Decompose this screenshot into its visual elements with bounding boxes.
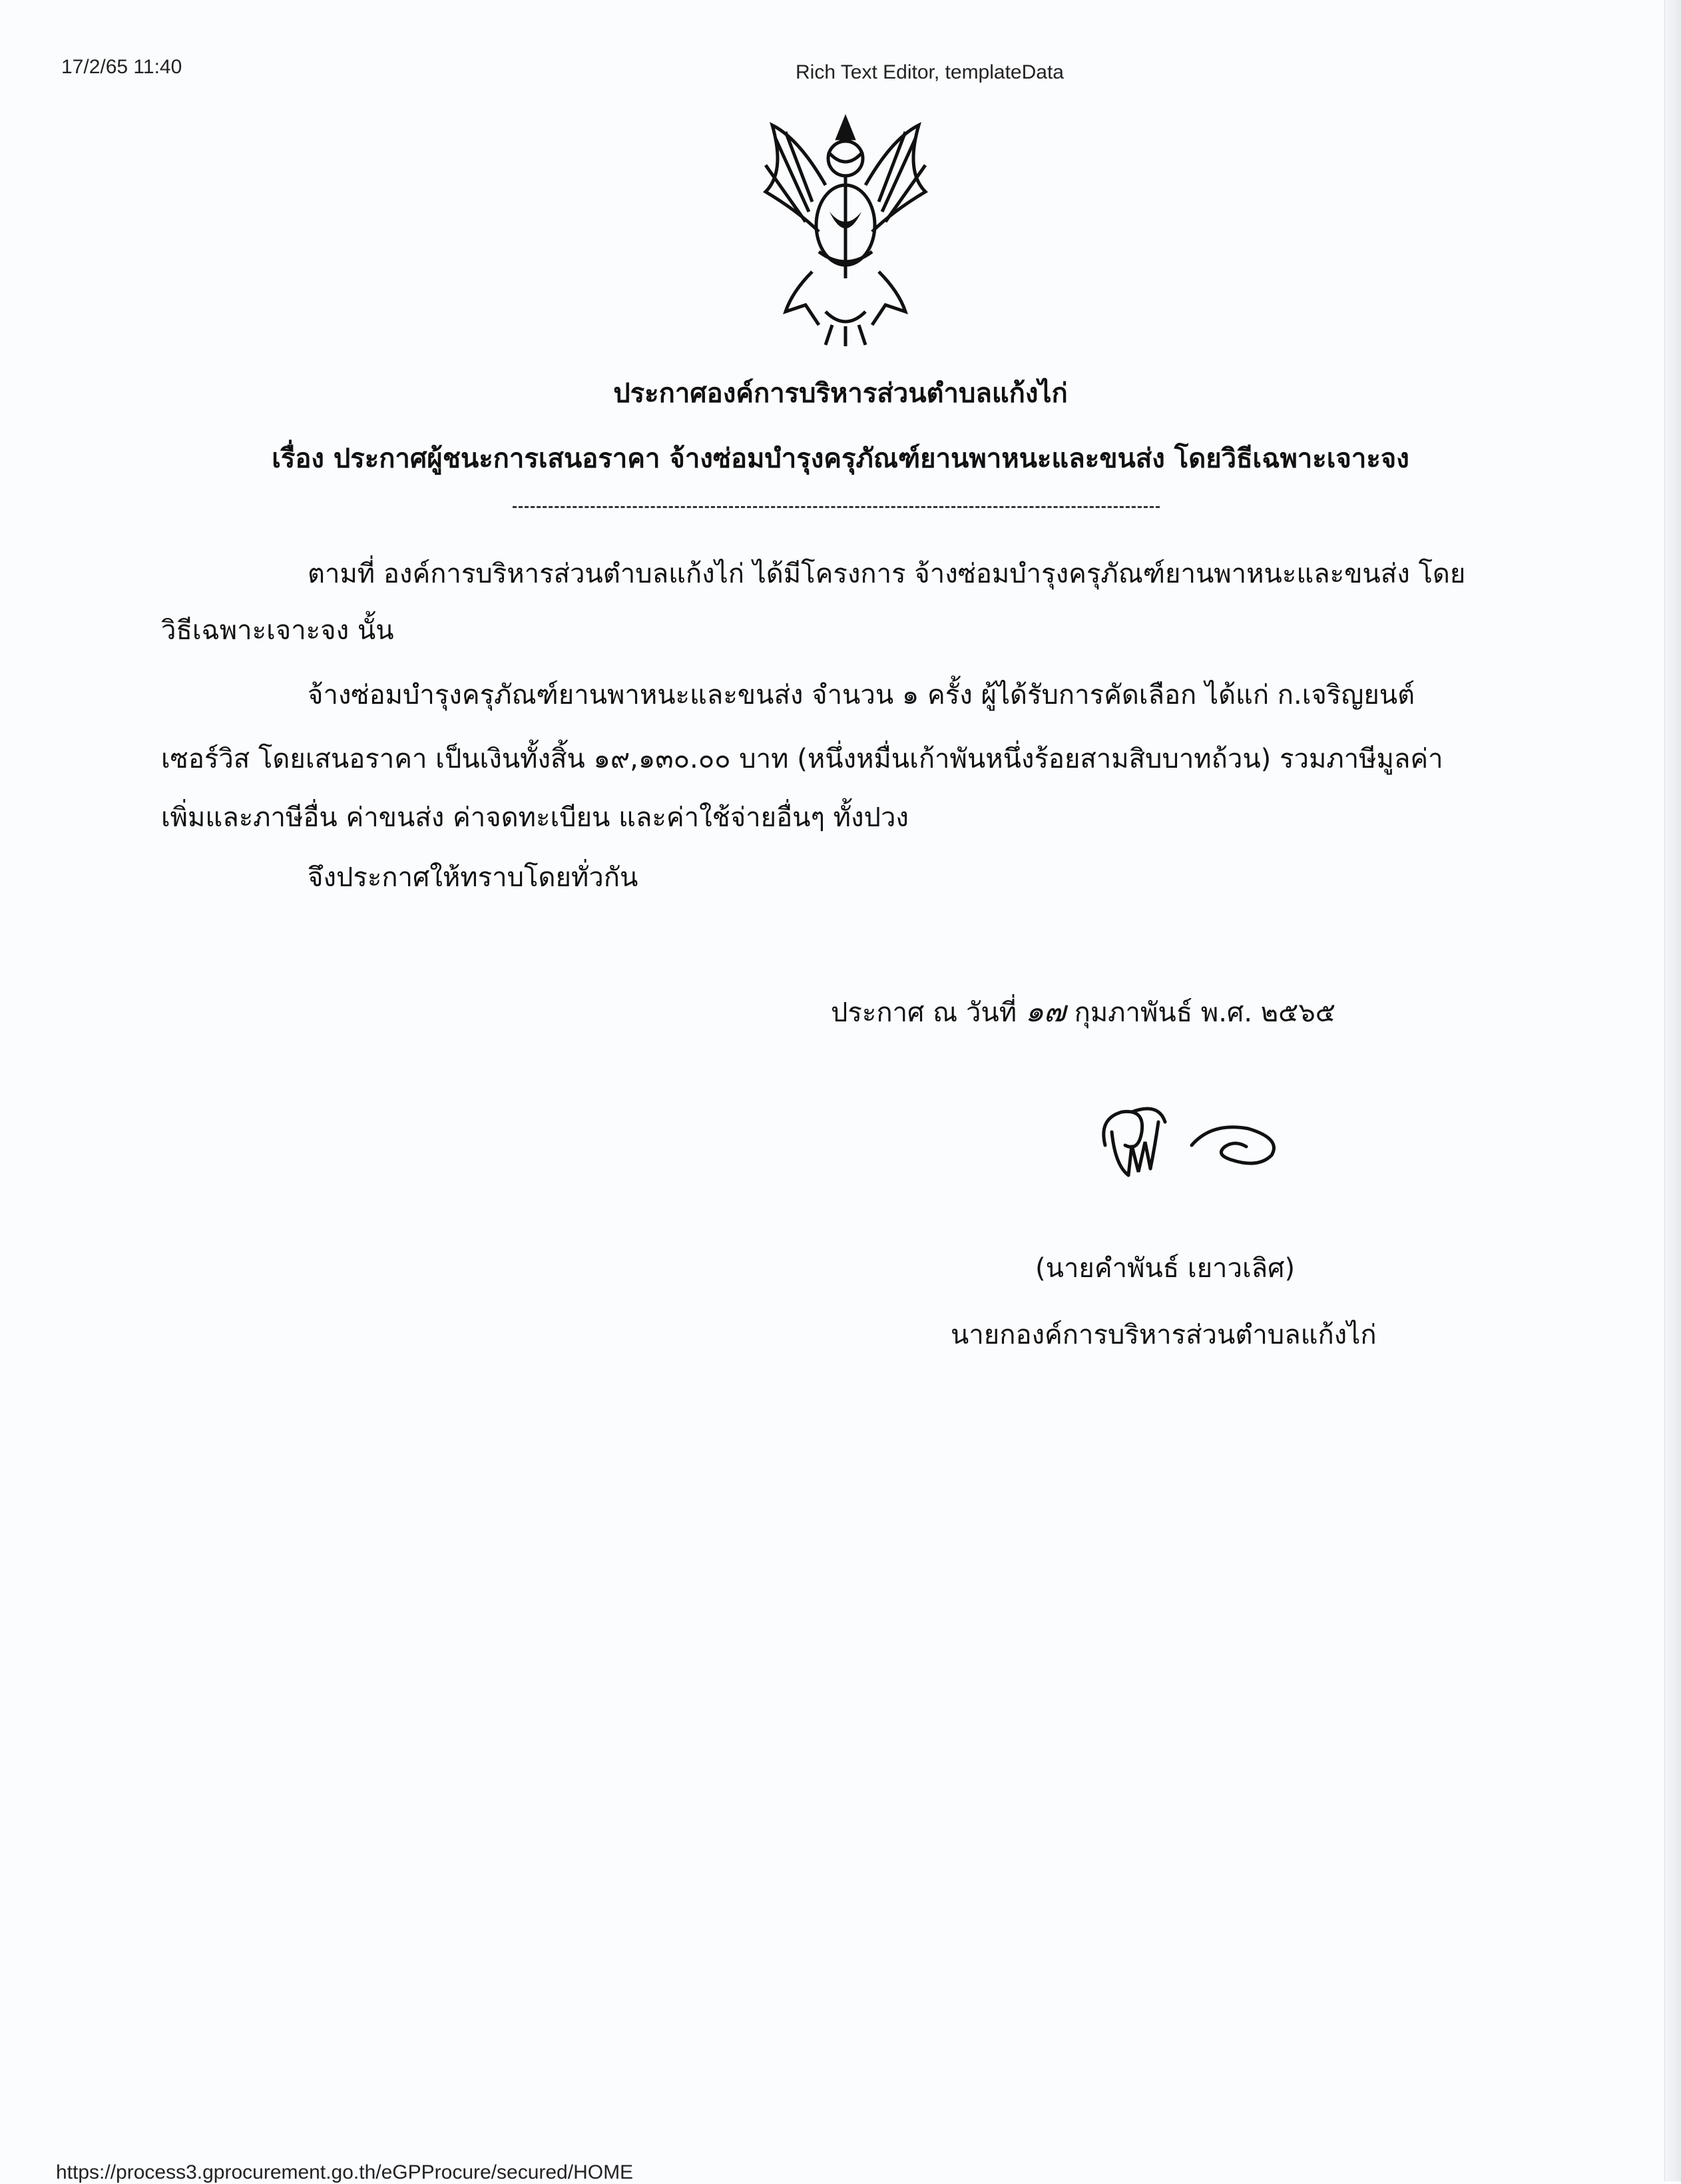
announcement-title: ประกาศองค์การบริหารส่วนตำบลแก้งไก่	[613, 378, 1068, 409]
paragraph-2-line-2: เซอร์วิส โดยเสนอราคา เป็นเงินทั้งสิ้น ๑๙,๑๓๐.๐๐ บาท (หนึ่งหมื่นเก้าพันหนึ่งร้อยสามสิบบาทถ้วน) รวมภาษีมูลค่า	[161, 744, 1443, 774]
signer-name: (นายคำพันธ์ เยาวเลิศ)	[1035, 1253, 1296, 1284]
paper-edge	[1664, 0, 1681, 2181]
announcement-subject: เรื่อง ประกาศผู้ชนะการเสนอราคา จ้างซ่อมบำรุงครุภัณฑ์ยานพาหนะและขนส่ง โดยวิธีเฉพาะเจาะจง	[272, 443, 1409, 474]
date-prefix: ประกาศ ณ วันที่	[831, 997, 1017, 1028]
paragraph-1-line-2: วิธีเฉพาะเจาะจง นั้น	[161, 615, 394, 646]
print-footer-url: https://process3.gprocurement.go.th/eGPProcure/secured/HOME	[56, 2161, 634, 2183]
paragraph-1-line-1: ตามที่ องค์การบริหารส่วนตำบลแก้งไก่ ได้มีโครงการ จ้างซ่อมบำรุงครุภัณฑ์ยานพาหนะและขนส่ง โดย	[308, 559, 1466, 589]
garuda-emblem-icon	[746, 112, 945, 352]
print-date-time: 17/2/65 11:40	[61, 56, 182, 78]
divider	[513, 506, 1160, 508]
signer-title: นายกองค์การบริหารส่วนตำบลแก้งไก่	[951, 1320, 1377, 1350]
print-page-title: Rich Text Editor, templateData	[796, 61, 1064, 83]
paragraph-3: จึงประกาศให้ทราบโดยทั่วกัน	[308, 862, 638, 893]
paragraph-2-line-3: เพิ่มและภาษีอื่น ค่าขนส่ง ค่าจดทะเบียน และค่าใช้จ่ายอื่นๆ ทั้งปวง	[161, 802, 909, 833]
paragraph-2-line-1: จ้างซ่อมบำรุงครุภัณฑ์ยานพาหนะและขนส่ง จำนวน ๑ ครั้ง ผู้ได้รับการคัดเลือก ได้แก่ ก.เจริญยนต์	[308, 680, 1415, 710]
announcement-date	[831, 988, 1335, 1035]
date-day: ๑๗	[1025, 995, 1066, 1029]
signature-icon	[1092, 1092, 1292, 1192]
date-month-year: กุมภาพันธ์ พ.ศ. ๒๕๖๕	[1074, 997, 1336, 1028]
